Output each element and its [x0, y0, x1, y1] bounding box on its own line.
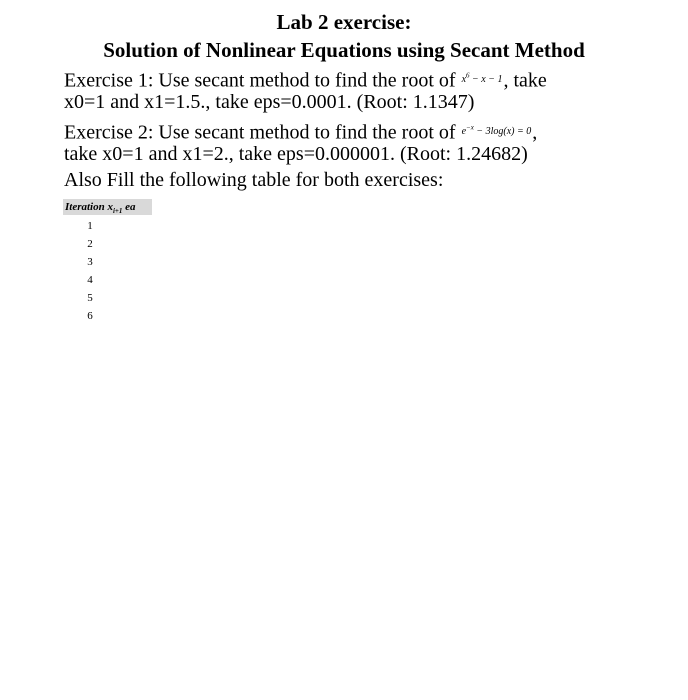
exercise-1-eq-base: x — [461, 74, 467, 86]
iteration-row-3: 3 — [87, 256, 93, 268]
header-ea: ea — [125, 201, 136, 213]
exercise-1-line-2: x0=1 and x1=1.5., take eps=0.0001. (Root: 1.1347) — [64, 91, 475, 113]
exercise-2-prefix: Exercise 2: Use secant method to find the root of — [64, 121, 456, 144]
iteration-row-5: 5 — [87, 292, 93, 304]
iteration-row-4: 4 — [87, 274, 93, 286]
exercise-1-after: , take — [503, 69, 547, 92]
header-x — [107, 201, 123, 216]
exercise-2-eq-exp: −x — [466, 124, 474, 132]
header-iteration: Iteration — [65, 201, 105, 213]
exercise-2-line-2: take x0=1 and x1=2., take eps=0.000001. (Root: 1.24682) — [64, 143, 528, 165]
iteration-row-1: 1 — [87, 220, 93, 232]
exercise-2-eq-base: e — [461, 126, 467, 138]
header-x-label: x — [107, 201, 113, 213]
header-x-subscript: i+1 — [112, 207, 123, 216]
exercise-1-equation — [461, 74, 504, 85]
page-subtitle: Solution of Nonlinear Equations using Secant Method — [103, 38, 585, 62]
exercise-1-eq-exp: 6 — [466, 72, 470, 80]
exercise-2-after: , — [532, 121, 538, 144]
iteration-row-6: 6 — [87, 310, 93, 322]
instruction-text: Also Fill the following table for both exercises: — [64, 169, 444, 191]
table-header — [63, 199, 152, 215]
iteration-row-2: 2 — [87, 238, 93, 250]
exercise-1-eq-rest: − x − 1 — [469, 74, 503, 86]
exercise-1-prefix: Exercise 1: Use secant method to find the root of — [64, 69, 456, 92]
exercise-2-eq-rest: − 3log(x) = 0 — [473, 126, 532, 138]
page-title: Lab 2 exercise: — [276, 10, 412, 34]
exercise-2-equation — [461, 126, 533, 137]
